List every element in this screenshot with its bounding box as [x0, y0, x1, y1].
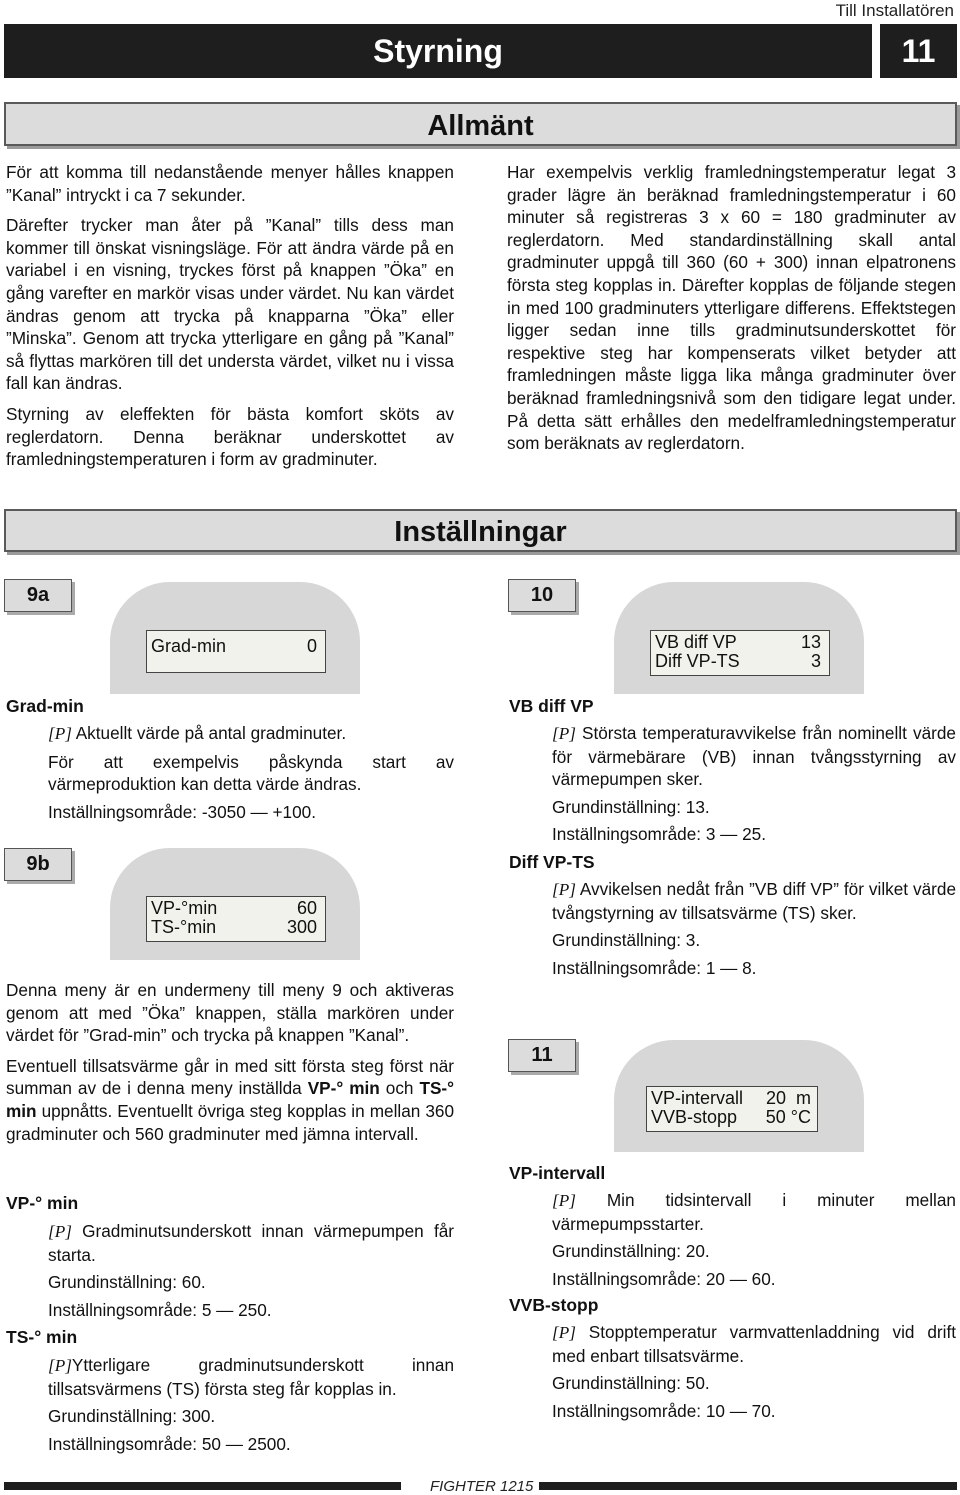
- desc-line: Grundinställning: 20.: [552, 1241, 710, 1262]
- intro-right-column: [507, 161, 956, 463]
- desc-vb-diff-vp: [552, 722, 956, 851]
- term-ts-min: TS-° min: [6, 1327, 78, 1347]
- desc-diff-vp-ts: [552, 878, 956, 984]
- desc-text: uppnåtts. Eventuellt övriga steg kopplas in mellan 360 gradminuter och 560 gradminuter med jämna intervall.: [6, 1100, 454, 1144]
- desc-line: Inställningsområde: -3050 — +100.: [48, 801, 317, 822]
- chapter-title: Styrning: [4, 24, 872, 78]
- desc-text: Största temperaturavvikelse från nominellt värde för värmebärare (VB) innan tvångsstyrning av värmepumpen sker.: [552, 723, 956, 790]
- lcd-label: VB diff VP: [655, 632, 737, 652]
- menu-tag-9a: 9a: [4, 579, 72, 612]
- lcd-value: 0: [306, 636, 317, 656]
- desc-line: Inställningsområde: 10 — 70.: [552, 1400, 776, 1421]
- desc-line: Inställningsområde: 50 — 2500.: [48, 1433, 291, 1454]
- menu-tag-9b: 9b: [4, 848, 72, 881]
- desc-line: Inställningsområde: 5 — 250.: [48, 1299, 272, 1320]
- desc-line: Grundinställning: 13.: [552, 796, 710, 817]
- lcd-row: [651, 1108, 813, 1127]
- desc-paragraph: Denna meny är en undermeny till meny 9 och aktiveras genom att med ”Öka” knappen, ställa markören under värdet för ”Grad-min” och trycka på knappen ”Kanal”.: [6, 980, 454, 1046]
- desc-line: Inställningsområde: 20 — 60.: [552, 1268, 776, 1289]
- term-vp-min: VP-° min: [6, 1193, 79, 1213]
- lcd-value: 300: [286, 917, 317, 937]
- footer-rule-left: [4, 1482, 401, 1490]
- desc-text: Min tidsintervall i minuter mellan värmepumpsstarter.: [552, 1190, 956, 1234]
- parameter-mark: [P]: [552, 880, 576, 899]
- intro-paragraph: För att komma till nedanstående menyer hålles knappen ”Kanal” intryckt i ca 7 sekunder.: [6, 162, 454, 205]
- desc-line: Grundinställning: 60.: [48, 1272, 206, 1293]
- desc-text: Avvikelsen nedåt från ”VB diff VP” för vilket värde tvångstyrning av tillsatsvärme (TS) sker.: [552, 879, 956, 923]
- desc-line: Grundinställning: 3.: [552, 930, 701, 951]
- desc-line: [48, 722, 454, 746]
- desc-text: Gradminutsunderskott innan värmepumpen får starta.: [48, 1221, 454, 1265]
- lcd-label: VP-intervall: [651, 1088, 744, 1108]
- section-general-title: Allmänt: [427, 110, 534, 142]
- desc-line: Inställningsområde: 3 — 25.: [552, 824, 767, 845]
- lcd-row: [151, 637, 321, 656]
- desc-line: Grundinställning: 300.: [48, 1406, 216, 1427]
- desc-term: TS-° min: [6, 1078, 455, 1121]
- desc-line: För att exempelvis påskynda start av värmeproduktion kan detta värde ändras.: [48, 751, 454, 795]
- term-vb-diff-vp: VB diff VP: [509, 696, 594, 716]
- term-diff-vp-ts: Diff VP-TS: [509, 852, 595, 872]
- footer-rule-right: [539, 1482, 957, 1490]
- lcd-value: 50 °C: [765, 1107, 811, 1127]
- display-panel-11: [614, 1040, 864, 1152]
- lcd-10: [650, 630, 830, 676]
- term-vp-intervall: VP-intervall: [509, 1163, 606, 1183]
- lcd-row: [151, 918, 321, 937]
- lcd-row: [655, 652, 825, 671]
- lcd-row: [651, 1089, 813, 1108]
- section-settings-header: [4, 509, 957, 552]
- lcd-value: 20 m: [765, 1088, 811, 1108]
- desc-line: [552, 878, 956, 924]
- section-settings-title: Inställningar: [394, 516, 567, 548]
- intro-paragraph: Därefter trycker man åter på ”Kanal” tills dess man kommer till önskat visningsläge. För att ändra värde på en variabel i en visning, tryckes först på knappen ”Öka” en gång varefter en markör visas under värdet. Nu kan värdet ändras genom att trycka på knapparna ”Öka” eller ”Minska”. Genom att trycka ytterligare en gång på ”Kanal” så flyttas markören till det understa värdet, vilket nu i vissa fall kan ändras.: [6, 215, 454, 394]
- desc-line: [552, 1189, 956, 1235]
- desc-text: Ytterligare gradminutsunderskott innan tillsatsvärmens (TS) första steg får kopplas in.: [48, 1355, 454, 1399]
- desc-line: [552, 1321, 956, 1367]
- desc-vp-min: [48, 1220, 454, 1326]
- desc-term: VP-° min: [307, 1078, 380, 1099]
- term-vvb-stopp: VVB-stopp: [509, 1295, 599, 1315]
- intro-paragraph: Har exempelvis verklig framledningstemperatur legat 3 grader lägre än beräknad framledningstemperatur i 60 minuter så registreras 3 x 60 = 180 gradminuter av reglerdatorn. Med standardinställning skall antal gradminuter uppgå till 360 (60 + 300) innan elpatronens första steg kopplas in. Därefter kopplas de följande stegen in med 100 gradminuters ytterligare differens. Effektstegen ligger sedan inne tills gradminutsunderskottet för respektive steg har kompenserats vilket betyder att framledningen måste ligga lika många gradminuter över beräknad framledningsnivå som den tidigare legat under. På detta sätt erhålles den medelframledningstemperatur som beräknats av reglerdatorn.: [507, 162, 956, 454]
- parameter-mark: [P]: [48, 1222, 72, 1241]
- menu-tag-11: 11: [508, 1039, 576, 1072]
- lcd-9b: [146, 896, 326, 942]
- desc-ts-min: [48, 1354, 454, 1460]
- footer-model: FIGHTER 1215: [430, 1478, 534, 1495]
- desc-line: Inställningsområde: 1 — 8.: [552, 957, 757, 978]
- lcd-row: [655, 633, 825, 652]
- parameter-mark: [P]: [552, 724, 576, 743]
- lcd-label: Diff VP-TS: [655, 651, 740, 671]
- desc-text: Aktuellt värde på antal gradminuter.: [75, 723, 347, 743]
- lcd-label: TS-°min: [151, 917, 217, 937]
- desc-vp-intervall: [552, 1189, 956, 1295]
- term-grad-min: Grad-min: [6, 696, 84, 716]
- intro-paragraph: Styrning av eleffekten för bästa komfort sköts av reglerdatorn. Denna beräknar underskottet av framledningstemperaturen i form av gradminuter.: [6, 403, 454, 470]
- desc-vvb-stopp: [552, 1321, 956, 1427]
- section-general-header: [4, 102, 957, 146]
- parameter-mark: [P]: [48, 724, 72, 743]
- display-panel-9b: [110, 848, 360, 960]
- top-right-note: Till Installatören: [835, 1, 954, 20]
- desc-line: [48, 1354, 454, 1400]
- lcd-row: [151, 899, 321, 918]
- desc-grad-min: [48, 722, 454, 828]
- parameter-mark: [P]: [552, 1191, 576, 1210]
- desc-9b: [6, 979, 454, 1153]
- lcd-value: 13: [800, 632, 821, 652]
- lcd-11: [646, 1086, 818, 1132]
- desc-text: och: [379, 1078, 420, 1099]
- lcd-9a: [146, 630, 326, 673]
- lcd-label: Grad-min: [151, 636, 227, 656]
- desc-text: Stopptemperatur varmvattenladdning vid drift med enbart tillsatsvärme.: [552, 1322, 957, 1366]
- page-number: 11: [880, 24, 957, 78]
- desc-line: Grundinställning: 50.: [552, 1373, 710, 1394]
- desc-paragraph: [6, 1055, 454, 1145]
- lcd-value: 60: [296, 898, 317, 918]
- lcd-value: 3: [810, 651, 821, 671]
- chapter-header: [4, 24, 957, 78]
- desc-line: [552, 722, 956, 791]
- desc-text: Eventuell tillsatsvärme går in med sitt första steg först när summan av de i denna meny inställda: [6, 1055, 454, 1099]
- parameter-mark: [P]: [48, 1356, 72, 1375]
- parameter-mark: [P]: [552, 1323, 576, 1342]
- lcd-label: VP-°min: [151, 898, 218, 918]
- intro-left-column: [6, 161, 454, 479]
- menu-tag-10: 10: [508, 579, 576, 612]
- display-panel-10: [614, 582, 864, 694]
- display-panel-9a: [110, 582, 360, 694]
- lcd-label: VVB-stopp: [651, 1107, 738, 1127]
- desc-line: [48, 1220, 454, 1266]
